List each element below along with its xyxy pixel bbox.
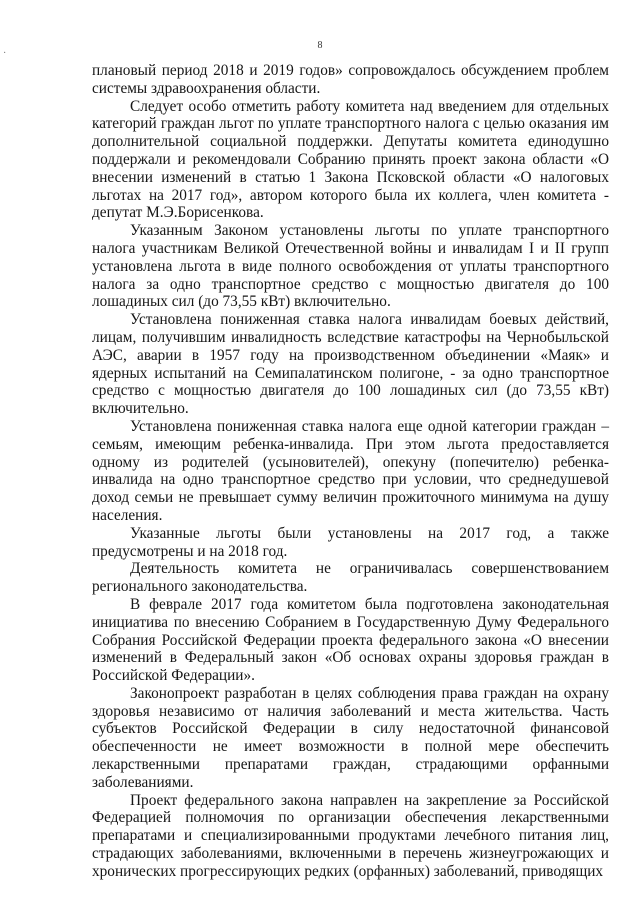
paragraph: В феврале 2017 года комитетом была подготовлена законодательная инициатива по внесению Собранием в Государственную Думу Федерального Собрания Российской Федерации проекта федерального закона «О внесении изменений в Федеральный закон «Об основах охраны здоровья граждан в Российской Федерации».	[92, 595, 609, 685]
paragraph: плановый период 2018 и 2019 годов» сопровождалось обсуждением проблем системы здравоохранения области.	[92, 62, 609, 97]
paragraph: Следует особо отметить работу комитета над введением для отдельных категорий граждан льгот по уплате транспортного налога с целью оказания им дополнительной социальной поддержки. Депутаты комитета единодушно поддержали и рекомендовали Собранию принять проект закона области «О внесении изменений в статью 1 Закона Псковской области «О налоговых льготах на 2017 год», автором которого была их коллега, член комитета - депутат М.Э.Борисенкова.	[92, 97, 609, 222]
paragraph: Проект федерального закона направлен на закрепление за Российской Федерацией полномочия по организации обеспечения лекарственными препаратами и специализированными продуктами лечебного питания лиц, страдающих заболеваниями, включенными в перечень жизнеугрожающих и хронических прогрессирующих редких (орфанных) заболеваний, приводящих	[92, 791, 609, 880]
paragraph: Указанные льготы были установлены на 2017 год, а также предусмотрены и на 2018 год.	[92, 524, 609, 560]
paragraph: Указанным Законом установлены льготы по уплате транспортного налога участникам Великой Отечественной войны и инвалидам I и II групп установлена льгота в виде полного освобождения от уплаты транспортного налога за одно транспортное средство с мощностью двигателя до 100 лошадиных сил (до 73,55 кВт) включительно.	[92, 222, 609, 311]
page-body	[92, 62, 609, 881]
page-number: 8	[317, 40, 323, 51]
paragraph: Установлена пониженная ставка налога инвалидам боевых действий, лицам, получившим инвалидность вследствие катастрофы на Чернобыльской АЭС, аварии в 1957 году на производственном объединении «Маяк» и ядерных испытаний на Семипалатинском полигоне, - за одно транспортное средство с мощностью двигателя до 100 лошадиных сил (до 73,55 кВт) включительно.	[92, 311, 609, 418]
paragraph: Деятельность комитета не ограничивалась совершенствованием регионального законодательства.	[92, 560, 609, 596]
margin-mark: ·	[3, 48, 7, 59]
paragraph: Установлена пониженная ставка налога еще одной категории граждан – семьям, имеющим ребенка-инвалида. При этом льгота предоставляется одному из родителей (усыновителей), опекуну (попечителю) ребенка-инвалида на одно транспортное средство при условии, что среднедушевой доход семьи не превышает сумму величин прожиточного минимума на душу населения.	[92, 417, 609, 524]
paragraph: Законопроект разработан в целях соблюдения права граждан на охрану здоровья независимо от наличия заболеваний и места жительства. Часть субъектов Российской Федерации в силу недостаточной финансовой обеспеченности не имеет возможности в полной мере обеспечить лекарственными препаратами граждан, страдающими орфанными заболеваниями.	[92, 684, 609, 791]
